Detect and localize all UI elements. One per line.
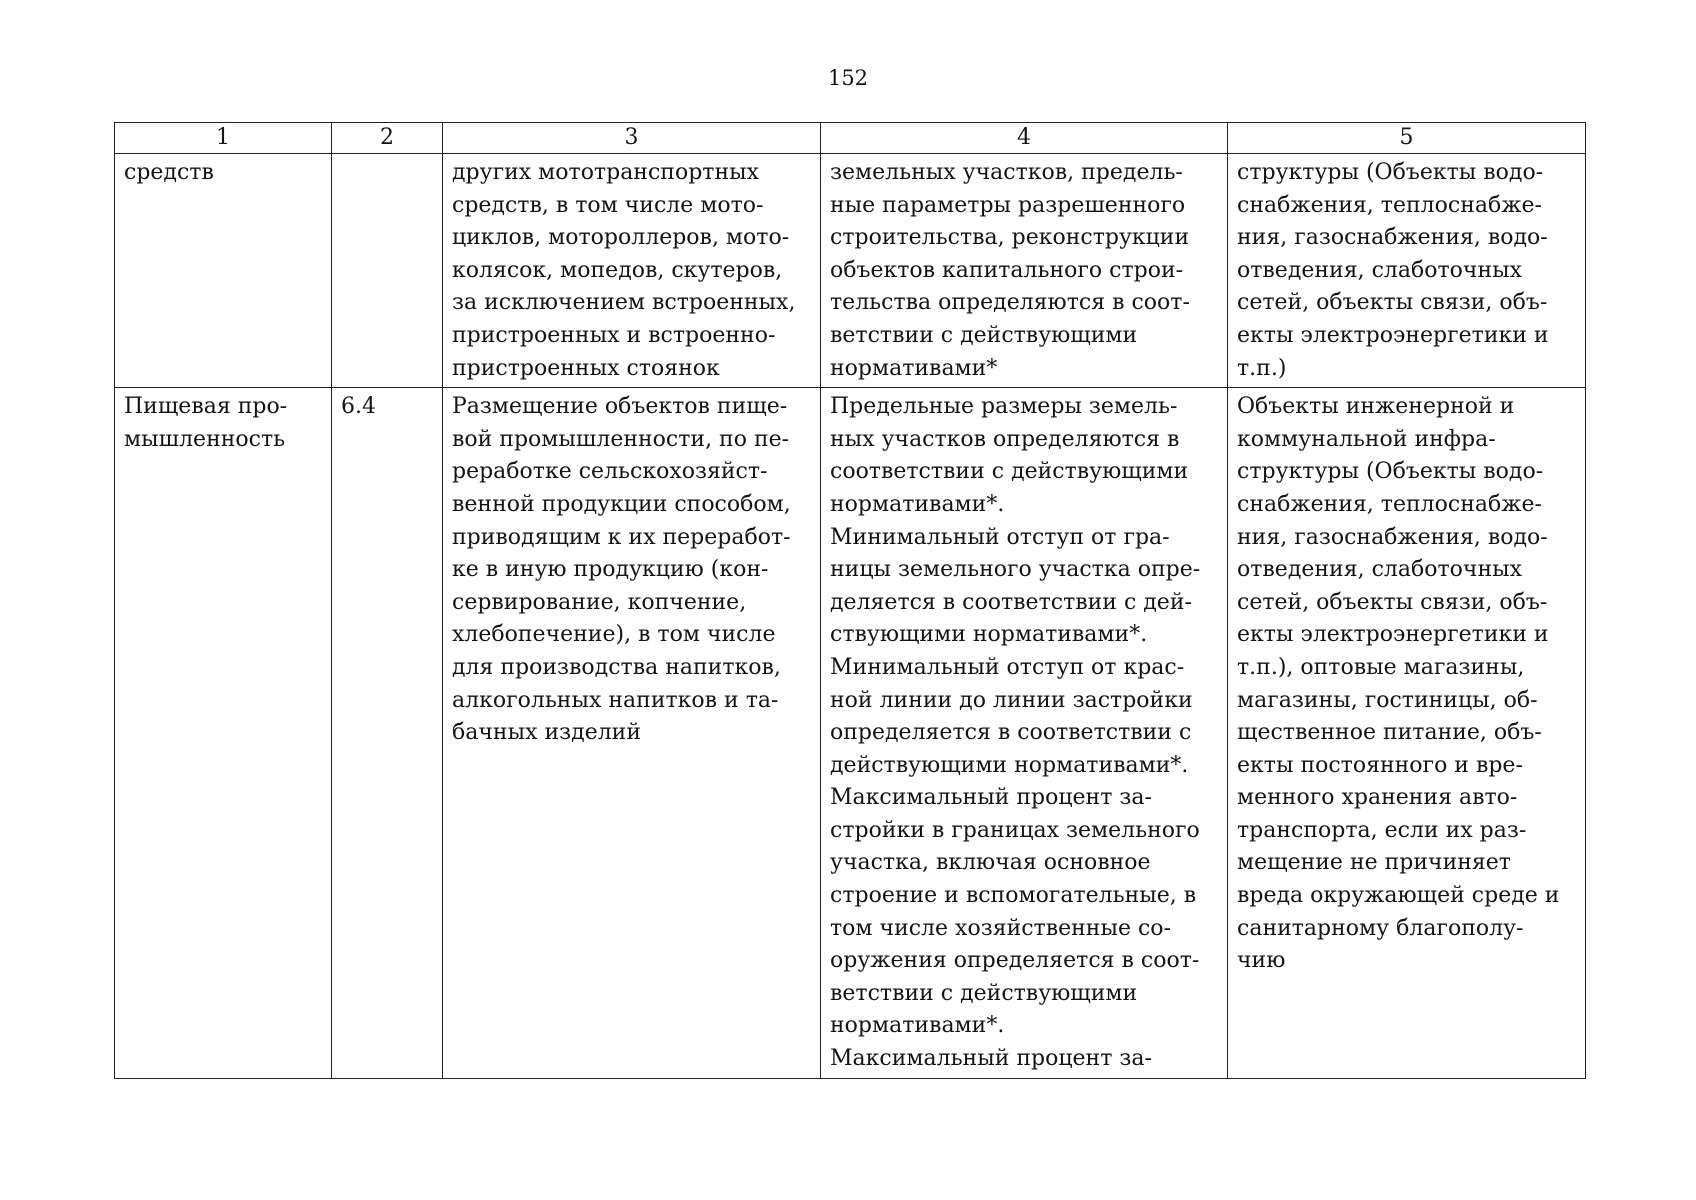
cell-text: Размещение объектов пище- вой промышленности, по пе- реработке сельскохозяйст- венной продукции способом, приводящим к их переработ- ке в иную продукцию (кон- сервирование, копчение, хлебопечение), в том числе для производства напитков, алкогольных напитков и та- бачных изделий [452, 394, 791, 746]
cell-text: Пищевая про- мышленность [124, 394, 288, 452]
cell-parameters [821, 388, 1228, 1078]
cell-text: средств [124, 160, 214, 185]
column-header-5: 5 [1228, 123, 1586, 154]
cell-auxiliary-uses [1228, 154, 1586, 388]
cell-code [332, 388, 443, 1078]
cell-description [443, 154, 821, 388]
cell-parameters [821, 154, 1228, 388]
cell-text: Объекты инженерной и коммунальной инфра- структуры (Объекты водо- снабжения, теплоснабже- ния, газоснабжения, водо- отведения, слаботочных сетей, объекты связи, объ- екты электроэнергетики и т.п.), оптовые магазины, магазины, гостиницы, об- щественное питание, объ- екты постоянного и вре- менного хранения авто- транспорта, если их раз- мещение не причиняет вреда окружающей среде и санитарному благополу- чию [1237, 394, 1560, 974]
column-header-2: 2 [332, 123, 443, 154]
table-row [115, 388, 1586, 1078]
column-header-4: 4 [821, 123, 1228, 154]
cell-description [443, 388, 821, 1078]
cell-text: структуры (Объекты водо- снабжения, теплоснабже- ния, газоснабжения, водо- отведения, слаботочных сетей, объекты связи, объ- екты электроэнергетики и т.п.) [1237, 160, 1549, 381]
cell-text: земельных участков, предель- ные параметры разрешенного строительства, реконструкции объектов капитального строи- тельства определяются в соот- ветствии с действующими нормативами* [830, 160, 1190, 381]
cell-code [332, 154, 443, 388]
cell-text: Предельные размеры земель- ных участков определяются в соответствии с действующими нормативами*. Минимальный отступ от гра- ницы земельного участка опре- деляется в соответствии с дей- ствующими нормативами*. Минимальный отступ от крас- ной линии до линии застройки определяется в соответствии с действующими нормативами*. Максимальный процент за- стройки в границах земельного участка, включая основное строение и вспомогательные, в том числе хозяйственные со- оружения определяется в соот- ветствии с действующими нормативами*. Максимальный процент за- [830, 394, 1201, 1072]
cell-text: других мототранспортных средств, в том числе мото- циклов, мотороллеров, мото- колясок, мопедов, скутеров, за исключением встроенных, пристроенных и встроенно- пристроенных стоянок [452, 160, 796, 381]
table-row [115, 154, 1586, 388]
column-header-3: 3 [443, 123, 821, 154]
page-number: 152 [827, 66, 869, 90]
cell-auxiliary-uses [1228, 388, 1586, 1078]
table-header-row [115, 123, 1586, 154]
cell-text: 6.4 [341, 394, 376, 420]
cell-land-use-name [115, 388, 332, 1078]
column-header-1: 1 [115, 123, 332, 154]
cell-land-use-name [115, 154, 332, 388]
regulations-table [114, 122, 1586, 1079]
